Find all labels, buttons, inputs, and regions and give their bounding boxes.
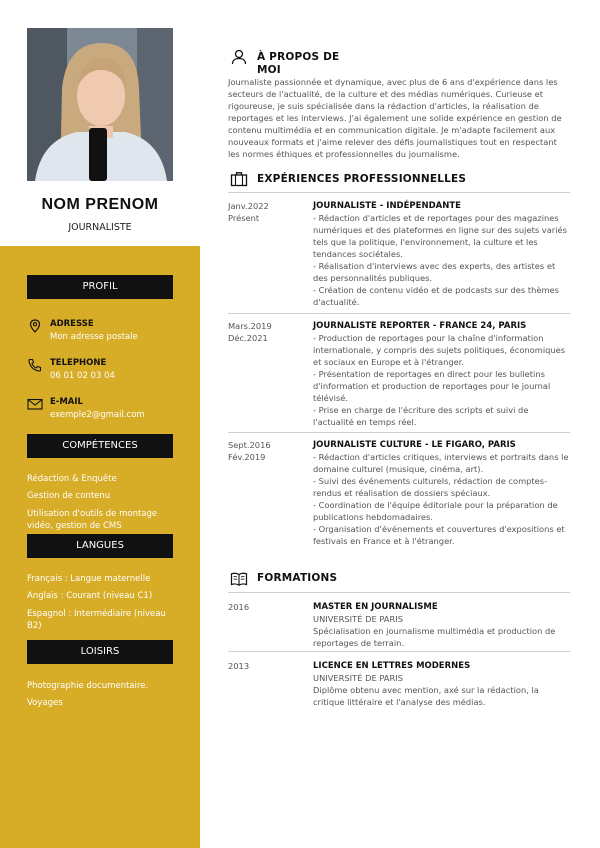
- date-start: Janv.2022: [228, 201, 269, 211]
- experience-dates: [228, 200, 308, 224]
- language-item: Français : Langue maternelle: [27, 574, 151, 584]
- briefcase-icon: [230, 171, 248, 187]
- date-start: Mars.2019: [228, 321, 272, 331]
- envelope-icon: [27, 397, 43, 411]
- language-item: Anglais : Courant (niveau C1): [27, 591, 153, 601]
- book-icon: [230, 571, 248, 587]
- phone-value: 06 01 02 03 04: [50, 371, 115, 381]
- experience-title: EXPÉRIENCES PROFESSIONNELLES: [257, 173, 467, 185]
- education-year: 2013: [228, 661, 250, 671]
- experience-entry: [313, 200, 571, 308]
- email-value[interactable]: exemple2@gmail.com: [50, 410, 145, 420]
- education-divider: [228, 592, 570, 593]
- language-item: Espagnol : Intermédiaire (niveau B2): [27, 609, 166, 631]
- experience-divider: [228, 313, 570, 314]
- about-text: Journaliste passionnée et dynamique, avec plus de 6 ans d'expérience dans les secteurs de l'actualité, de la culture et des médias numériques. Curieuse et rigoureuse, je suis spécialisée dans la rédaction d'articles, la réalisation de reportages et les interviews. J'ai également une solide expérience en gestion de contenu multimédia et en communication digitale. Je m'adapte facilement aux nouveaux formats et j'aime relever des défis journalistiques tout en respectant les normes éthiques et professionnelles du journalisme.: [228, 77, 562, 159]
- hobbies-header: LOISIRS: [27, 640, 173, 664]
- experience-entry: [313, 320, 571, 428]
- skill-item: Utilisation d'outils de montage vidéo, gestion de CMS: [27, 509, 158, 531]
- date-end: Déc.2021: [228, 333, 268, 343]
- education-degree: MASTER EN JOURNALISME: [313, 602, 438, 612]
- experience-job-title: JOURNALISTE CULTURE - LE FIGARO, PARIS: [313, 440, 516, 450]
- date-start: Sept.2016: [228, 440, 271, 450]
- full-name: NOM PRENOM: [41, 196, 159, 213]
- experience-description: - Rédaction d'articles et de reportages pour des magazines numériques et des plateformes en ligne sur des sujets variés tels que la politique, l'environnement, la culture et les tendances sociétales. - Réalisation d'interviews avec des experts, des artistes et des personnalités publiques. - Création de contenu vidéo et de podcasts sur des thèmes d'actualité.: [313, 213, 567, 307]
- address-value: Mon adresse postale: [50, 332, 138, 342]
- languages-header: LANGUES: [27, 534, 173, 558]
- education-divider: [228, 651, 570, 652]
- phone-icon: [27, 358, 43, 372]
- profile-photo: [27, 28, 173, 181]
- about-title: À PROPOS DE MOI: [257, 51, 340, 76]
- date-end: Fév.2019: [228, 452, 266, 462]
- hobby-item: Voyages: [27, 698, 63, 708]
- email-label: E-MAIL: [50, 397, 83, 407]
- experience-description: - Rédaction d'articles critiques, interviews et portraits dans le domaine culturel (musique, cinéma, art). - Suivi des événements culturels, rédaction de comptes-rendus et réalisation de dossiers spéciaux. - Coordination de l'équipe éditoriale pour la préparation de publications hebdomadaires. - Organisation d'événements et couvertures d'expositions et festivals en France et à l'étranger.: [313, 452, 569, 546]
- experience-entry: [313, 439, 571, 547]
- experience-divider: [228, 192, 570, 193]
- location-pin-icon: [27, 319, 43, 333]
- phone-label: TELEPHONE: [50, 358, 107, 368]
- education-school: UNIVERSITÉ DE PARIS: [313, 673, 403, 683]
- experience-divider: [228, 432, 570, 433]
- education-school: UNIVERSITÉ DE PARIS: [313, 614, 403, 624]
- experience-dates: [228, 320, 308, 344]
- experience-dates: [228, 439, 308, 463]
- job-title: JOURNALISTE: [68, 222, 132, 233]
- user-icon: [230, 49, 248, 65]
- profile-header: PROFIL: [27, 275, 173, 299]
- skill-item: Gestion de contenu: [27, 491, 111, 501]
- skills-header: COMPÉTENCES: [27, 434, 173, 458]
- education-description: Spécialisation en journalisme multimédia et production de reportages de terrain.: [313, 626, 556, 648]
- skill-item: Rédaction & Enquête: [27, 474, 117, 484]
- experience-job-title: JOURNALISTE REPORTER - FRANCE 24, PARIS: [313, 321, 527, 331]
- education-entry: [313, 660, 571, 708]
- education-degree: LICENCE EN LETTRES MODERNES: [313, 661, 471, 671]
- education-year: 2016: [228, 602, 250, 612]
- profile-photo-illustration: [27, 28, 173, 181]
- experience-job-title: JOURNALISTE - INDÉPENDANTE: [313, 201, 461, 211]
- education-entry: [313, 601, 571, 649]
- education-title: FORMATIONS: [257, 572, 338, 584]
- address-label: ADRESSE: [50, 319, 94, 329]
- education-description: Diplôme obtenu avec mention, axé sur la rédaction, la critique littéraire et l'analyse des médias.: [313, 685, 539, 707]
- experience-description: - Production de reportages pour la chaîne d'information internationale, y compris des sujets politiques, économiques et sociaux en Europe et à l'étranger. - Présentation de reportages en direct pour les bulletins d'information et production de reportages pour le journal télévisé. - Prise en charge de l'écriture des scripts et suivi de l'actualité en temps réel.: [313, 333, 566, 427]
- date-end: Présent: [228, 213, 260, 223]
- hobby-item: Photographie documentaire.: [27, 681, 149, 691]
